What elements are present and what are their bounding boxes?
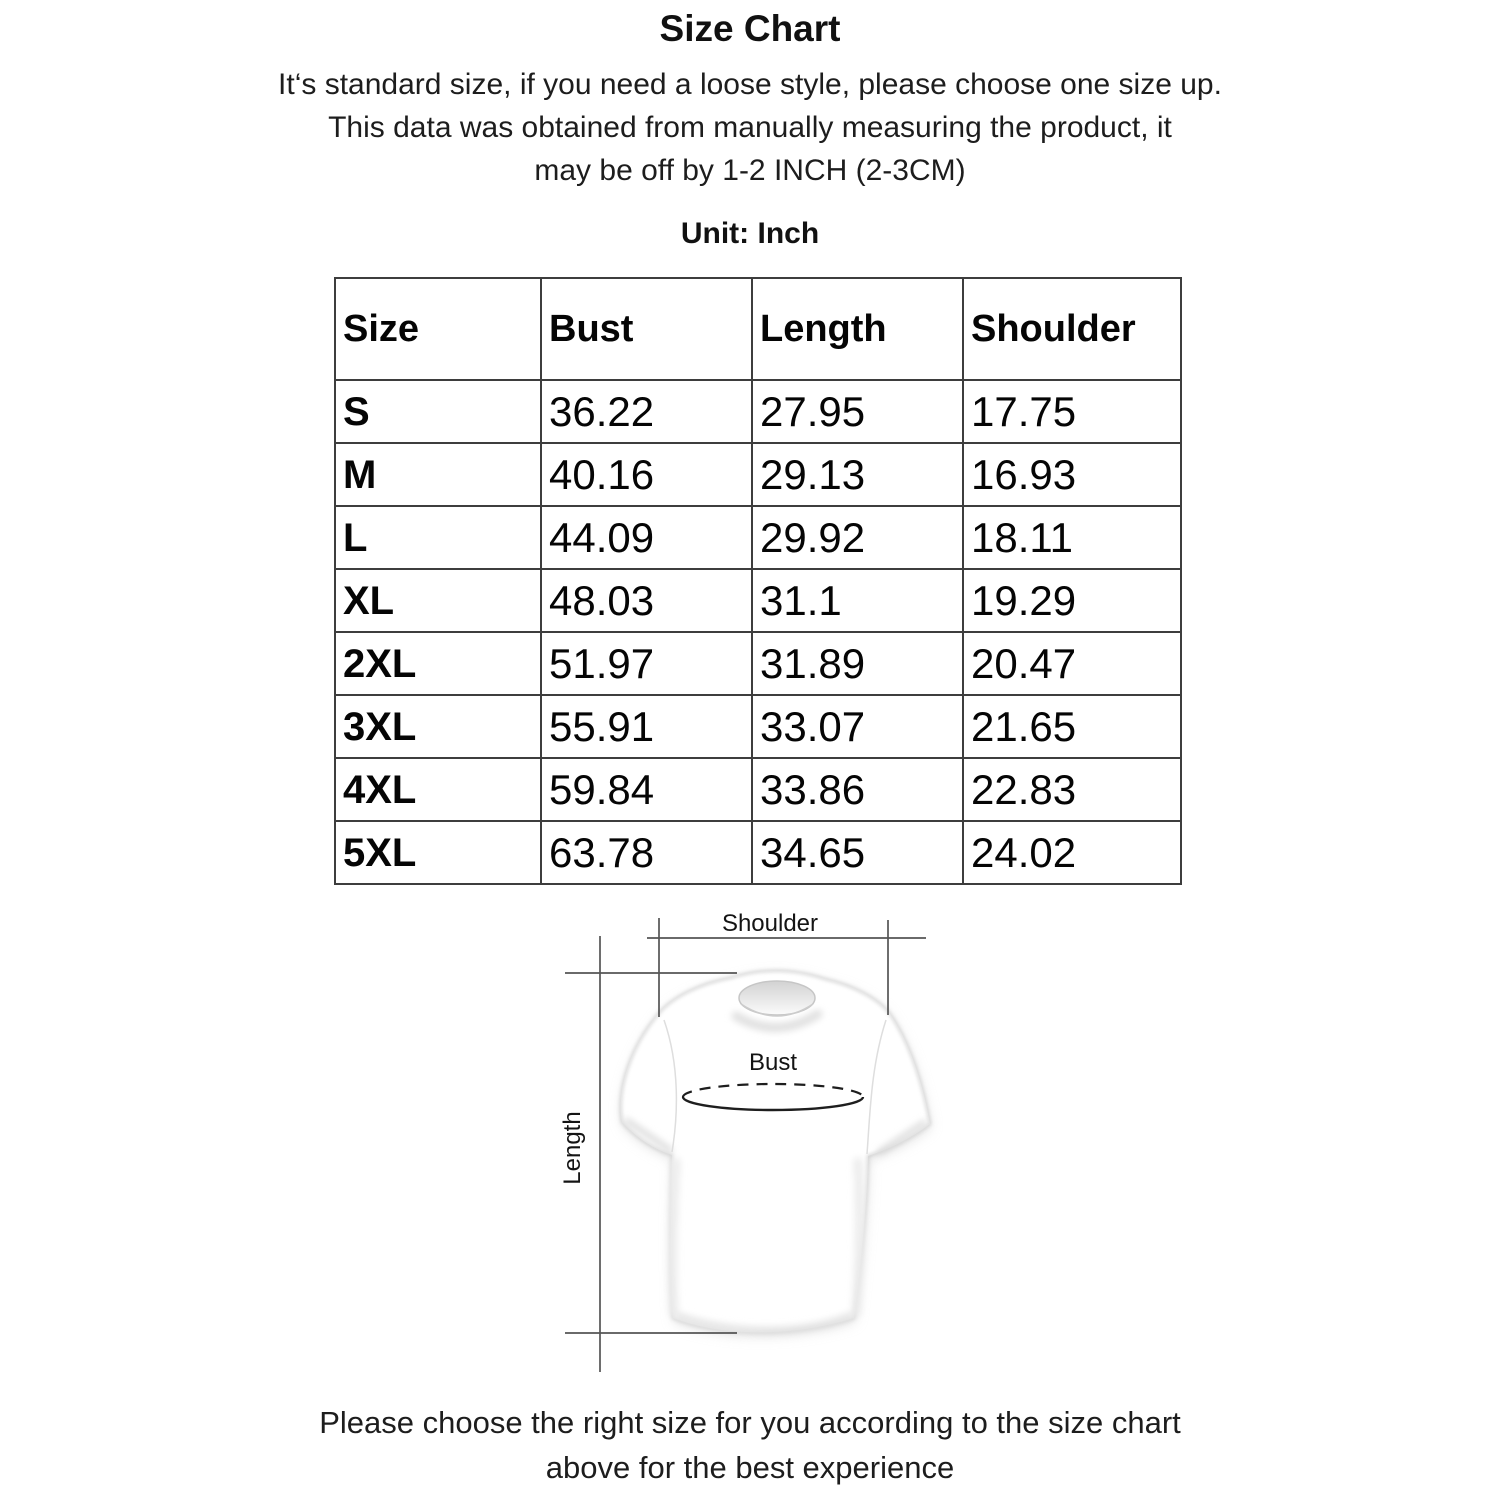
tshirt-graphic xyxy=(621,971,931,1337)
length-label: Length xyxy=(559,1111,586,1185)
bust-cell: 48.03 xyxy=(541,569,752,632)
table-row xyxy=(335,821,1181,884)
column-header-bust: Bust xyxy=(541,278,752,380)
table-header-row xyxy=(335,278,1181,380)
shoulder-label: Shoulder xyxy=(721,910,819,937)
shoulder-cell: 20.47 xyxy=(963,632,1181,695)
table-row xyxy=(335,569,1181,632)
bust-label: Bust xyxy=(748,1049,798,1076)
bust-cell: 59.84 xyxy=(541,758,752,821)
shoulder-cell: 17.75 xyxy=(963,380,1181,443)
size-cell: 2XL xyxy=(335,632,541,695)
shoulder-cell: 24.02 xyxy=(963,821,1181,884)
bust-cell: 40.16 xyxy=(541,443,752,506)
length-cell: 31.89 xyxy=(752,632,963,695)
size-table xyxy=(334,277,1182,885)
unit-label: Unit: Inch xyxy=(680,217,820,250)
intro-text xyxy=(0,63,1500,192)
shoulder-cell: 16.93 xyxy=(963,443,1181,506)
length-cell: 27.95 xyxy=(752,380,963,443)
length-cell: 29.92 xyxy=(752,506,963,569)
bust-cell: 55.91 xyxy=(541,695,752,758)
table-row xyxy=(335,758,1181,821)
bust-cell: 51.97 xyxy=(541,632,752,695)
table-row xyxy=(335,506,1181,569)
bust-cell: 63.78 xyxy=(541,821,752,884)
tshirt-measurement-diagram xyxy=(540,898,990,1388)
length-cell: 33.86 xyxy=(752,758,963,821)
intro-line-1: It‘s standard size, if you need a loose style, please choose one size up. xyxy=(278,68,1222,101)
table-row xyxy=(335,632,1181,695)
size-cell: 5XL xyxy=(335,821,541,884)
size-cell: S xyxy=(335,380,541,443)
length-cell: 34.65 xyxy=(752,821,963,884)
footer-note xyxy=(0,1400,1500,1490)
shoulder-cell: 22.83 xyxy=(963,758,1181,821)
bust-cell: 44.09 xyxy=(541,506,752,569)
table-row xyxy=(335,443,1181,506)
size-cell: XL xyxy=(335,569,541,632)
size-cell: 4XL xyxy=(335,758,541,821)
size-cell: M xyxy=(335,443,541,506)
collar xyxy=(739,981,815,1016)
footer-line-2: above for the best experience xyxy=(545,1450,955,1485)
intro-line-3: may be off by 1-2 INCH (2-3CM) xyxy=(534,154,966,187)
size-cell: 3XL xyxy=(335,695,541,758)
shoulder-cell: 21.65 xyxy=(963,695,1181,758)
shoulder-cell: 18.11 xyxy=(963,506,1181,569)
shoulder-cell: 19.29 xyxy=(963,569,1181,632)
page-title: Size Chart xyxy=(659,8,841,49)
table-row xyxy=(335,380,1181,443)
column-header-length: Length xyxy=(752,278,963,380)
column-header-size: Size xyxy=(335,278,541,380)
intro-line-2: This data was obtained from manually measuring the product, it xyxy=(328,111,1172,144)
footer-line-1: Please choose the right size for you according to the size chart xyxy=(319,1405,1181,1440)
length-cell: 29.13 xyxy=(752,443,963,506)
table-row xyxy=(335,695,1181,758)
bust-cell: 36.22 xyxy=(541,380,752,443)
column-header-shoulder: Shoulder xyxy=(963,278,1181,380)
length-cell: 31.1 xyxy=(752,569,963,632)
size-cell: L xyxy=(335,506,541,569)
length-cell: 33.07 xyxy=(752,695,963,758)
